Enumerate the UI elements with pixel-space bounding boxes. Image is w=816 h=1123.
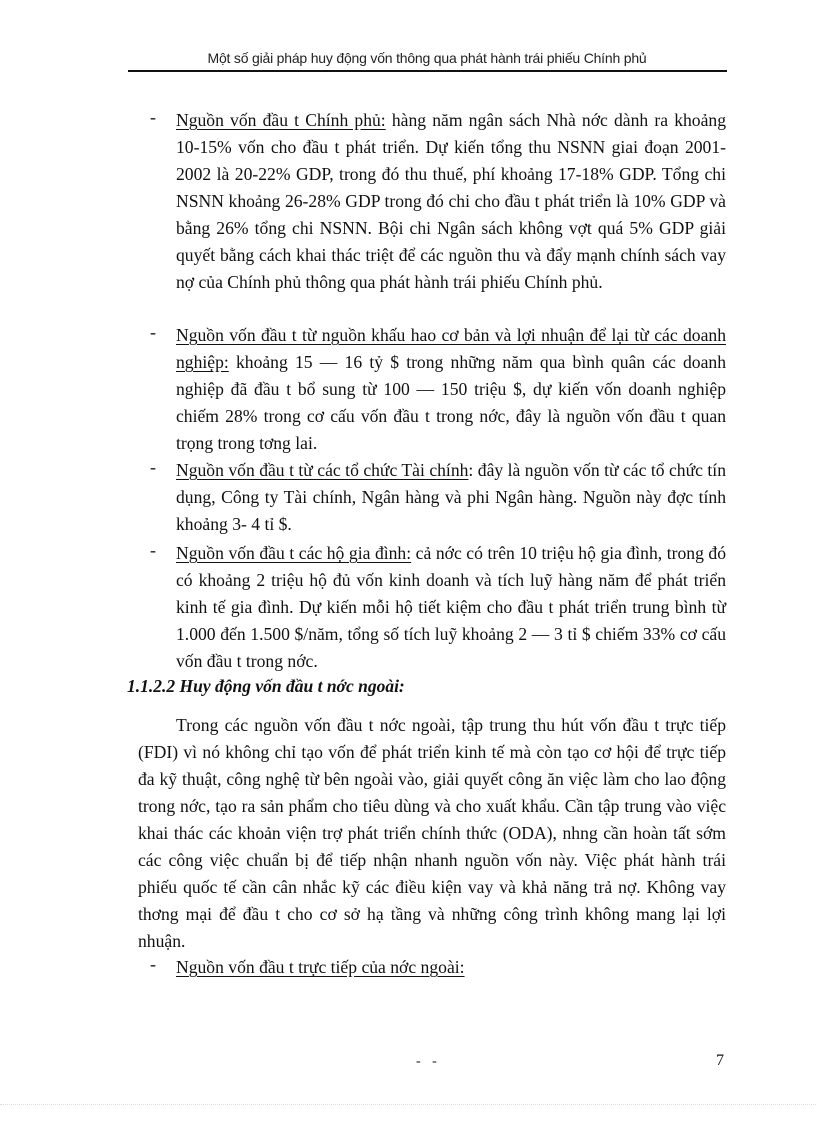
bullet-dash: - bbox=[150, 107, 156, 127]
section-paragraph: Trong các nguồn vốn đầu t nớc ngoài, tập trung thu hút vốn đầu t trực tiếp (FDI) vì nó không chỉ tạo vốn để phát triển kinh tế mà còn tạo cơ hội để trực tiếp đa kỹ thuật, công nghệ từ bên ngoài vào, giải quyết công ăn việc làm cho lao động trong nớc, tạo ra sản phẩm cho tiêu dùng và cho xuất khẩu. Cần tập trung vào việc khai thác các khoản viện trợ phát triển chính thức (ODA), nhng cần hoàn tất sớm các công việc chuẩn bị để tiếp nhận nhanh nguồn vốn này. Việc phát hành trái phiếu quốc tế cần cân nhắc kỹ các điều kiện vay và khả năng trả nợ. Không vay thơng mại để đầu t cho cơ sở hạ tầng và những công trình không mang lại lợi nhuận. bbox=[138, 715, 726, 951]
bullet-body: hàng năm ngân sách Nhà nớc dành ra khoảng 10-15% vốn cho đầu t phát triển. Dự kiến tổng thu NSNN giai đoạn 2001-2002 là 20-22% GDP, trong đó thu thuế, phí khoảng 17-18% GDP. Tổng chi NSNN khoảng 26-28% GDP trong đó chi cho đầu t phát triển là 10% GDP và bằng 26% tổng chi NSNN. Bội chi Ngân sách không vợt quá 5% GDP giải quyết bằng cách khai thác triệt để các nguồn thu và đẩy mạnh chính sách vay nợ của Chính phủ thông qua phát hành trái phiếu Chính phủ. bbox=[176, 110, 726, 292]
header-rule bbox=[128, 70, 727, 72]
bullet-item bbox=[150, 540, 740, 675]
bullet-lead: Nguồn vốn đầu t các hộ gia đình: bbox=[176, 543, 412, 563]
bullet-text bbox=[176, 457, 726, 538]
bullet-body: khoảng 15 — 16 tỷ $ trong những năm qua bình quân các doanh nghiệp đã đầu t bổ sung từ 100 — 150 triệu $, dự kiến vốn doanh nghiệp chiếm 28% trong cơ cấu vốn đầu t trong nớc, đây là nguồn vốn đầu t quan trọng trong tơng lai. bbox=[176, 352, 726, 453]
bullet-text bbox=[176, 107, 726, 296]
running-header: Một số giải pháp huy động vốn thông qua phát hành trái phiếu Chính phủ bbox=[207, 50, 647, 66]
section-heading: 1.1.2.2 Huy động vốn đầu t nớc ngoài: bbox=[127, 676, 405, 696]
bullet-item bbox=[150, 954, 740, 981]
bullet-lead: Nguồn vốn đầu t từ nguồn khấu hao cơ bản và lợi nhuận để lại từ các doanh nghiệp: bbox=[176, 325, 726, 372]
bullet-lead: Nguồn vốn đầu t Chính phủ: bbox=[176, 110, 386, 130]
bullet-item bbox=[150, 322, 740, 457]
bullet-item bbox=[150, 457, 740, 538]
bullet-lead: Nguồn vốn đầu t từ các tổ chức Tài chính bbox=[176, 460, 469, 480]
bullet-dash: - bbox=[150, 457, 156, 477]
bullet-dash: - bbox=[150, 540, 156, 560]
bottom-divider bbox=[0, 1104, 816, 1105]
bullet-lead: Nguồn vốn đầu t trực tiếp của nớc ngoài: bbox=[176, 957, 465, 977]
bullet-item bbox=[150, 107, 740, 296]
footer-dashes: - - bbox=[416, 1054, 441, 1069]
bullet-dash: - bbox=[150, 954, 156, 974]
bullet-body: : đây là nguồn vốn từ các tổ chức tín dụng, Công ty Tài chính, Ngân hàng và phi Ngân hàng. Nguồn này đợc tính khoảng 3- 4 tỉ $. bbox=[176, 460, 726, 534]
bullet-text bbox=[176, 322, 726, 457]
bullet-text bbox=[176, 540, 726, 675]
page-number: 7 bbox=[716, 1052, 724, 1069]
bullet-body: cả nớc có trên 10 triệu hộ gia đình, trong đó có khoảng 2 triệu hộ đủ vốn kinh doanh và tích luỹ hàng năm để phát triển kinh tế gia đình. Dự kiến mỗi hộ tiết kiệm cho đầu t phát triển trung bình từ 1.000 đến 1.500 $/năm, tổng số tích luỹ khoảng 2 — 3 tỉ $ chiếm 33% cơ cấu vốn đầu t trong nớc. bbox=[176, 543, 727, 671]
bullet-text bbox=[176, 954, 726, 981]
bullet-dash: - bbox=[150, 322, 156, 342]
